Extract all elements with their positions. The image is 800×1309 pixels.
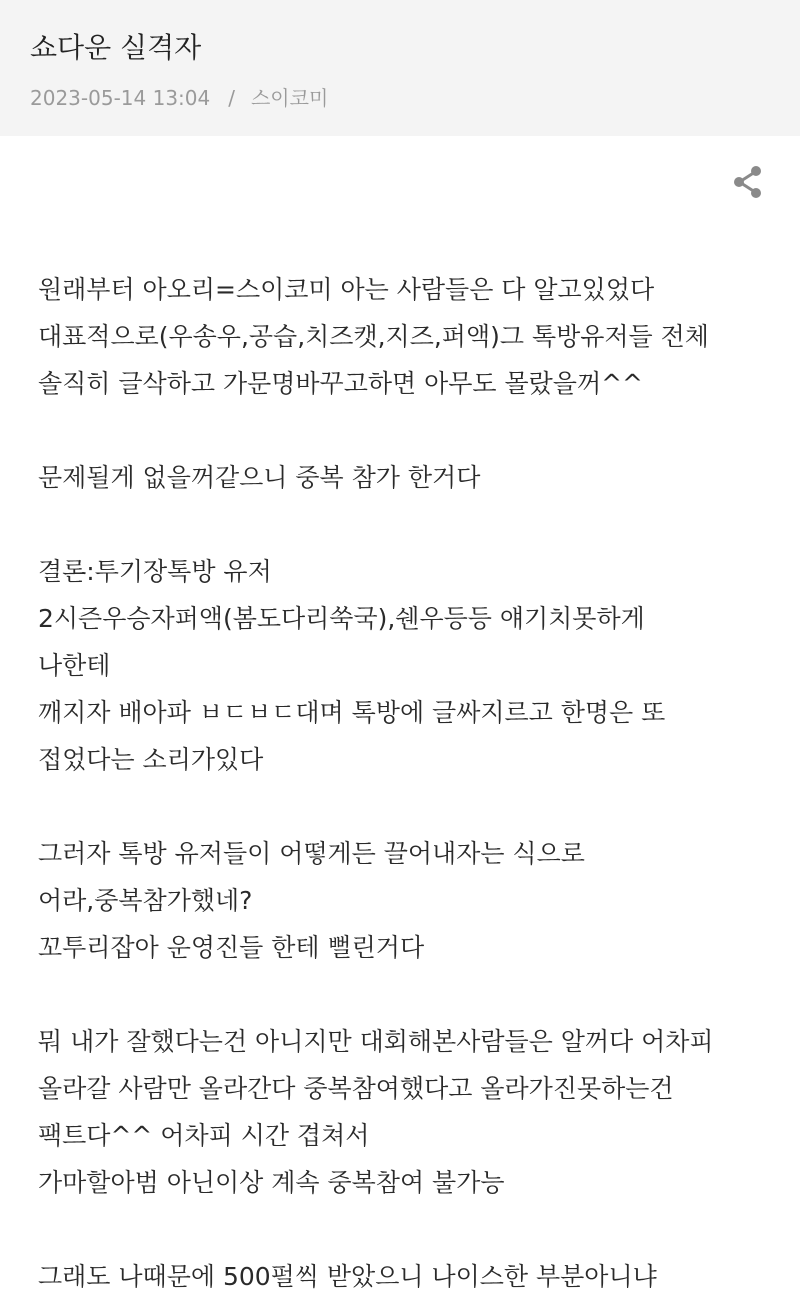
blank-line bbox=[38, 971, 778, 1018]
body-line: 어라,중복참가했네? bbox=[38, 886, 253, 915]
body-line: 원래부터 아오리=스이코미 아는 사람들은 다 알고있었다 bbox=[38, 275, 655, 304]
share-button[interactable] bbox=[726, 160, 770, 204]
body-line: 가마할아범 아닌이상 계속 중복참여 불가능 bbox=[38, 1168, 505, 1197]
body-line: 그래도 나때문에 500펄씩 받았으니 나이스한 부분아니냐 bbox=[38, 1262, 657, 1291]
body-line: 대표적으로(우송우,공습,치즈캣,지즈,퍼액)그 톡방유저들 전체 bbox=[38, 322, 709, 351]
body-line: 깨지자 배아파 ㅂㄷㅂㄷ대며 톡방에 글싸지르고 한명은 또 bbox=[38, 698, 666, 727]
share-icon bbox=[726, 160, 770, 204]
body-line: 솔직히 글삭하고 가문명바꾸고하면 아무도 몰랐을꺼^^ bbox=[38, 369, 643, 398]
post-author[interactable]: 스이코미 bbox=[250, 86, 329, 110]
body-line: 팩트다^^ 어차피 시간 겹쳐서 bbox=[38, 1121, 370, 1150]
body-line: 접었다는 소리가있다 bbox=[38, 745, 264, 774]
post-meta bbox=[30, 84, 328, 112]
post-header bbox=[0, 0, 800, 136]
blank-line bbox=[38, 1206, 778, 1253]
body-line: 올라갈 사람만 올라간다 중복참여했다고 올라가진못하는건 bbox=[38, 1074, 674, 1103]
blank-line bbox=[38, 407, 778, 454]
blank-line bbox=[38, 783, 778, 830]
body-line: 꼬투리잡아 운영진들 한테 뻘린거다 bbox=[38, 933, 425, 962]
meta-separator: / bbox=[228, 86, 235, 110]
body-line: 2시즌우승자퍼액(봄도다리쑥국),쉔우등등 얘기치못하게 bbox=[38, 604, 645, 633]
body-line: 그러자 톡방 유저들이 어떻게든 끌어내자는 식으로 bbox=[38, 839, 585, 868]
body-line: 뭐 내가 잘했다는건 아니지만 대회해본사람들은 알꺼다 어차피 bbox=[38, 1027, 714, 1056]
post-body bbox=[38, 266, 778, 1300]
blank-line bbox=[38, 501, 778, 548]
post-title: 쇼다운 실격자 bbox=[30, 31, 202, 64]
body-line: 결론:투기장톡방 유저 bbox=[38, 557, 272, 586]
post-date: 2023-05-14 13:04 bbox=[30, 86, 211, 110]
body-line: 나한테 bbox=[38, 651, 111, 680]
body-line: 문제될게 없을꺼같으니 중복 참가 한거다 bbox=[38, 463, 481, 492]
